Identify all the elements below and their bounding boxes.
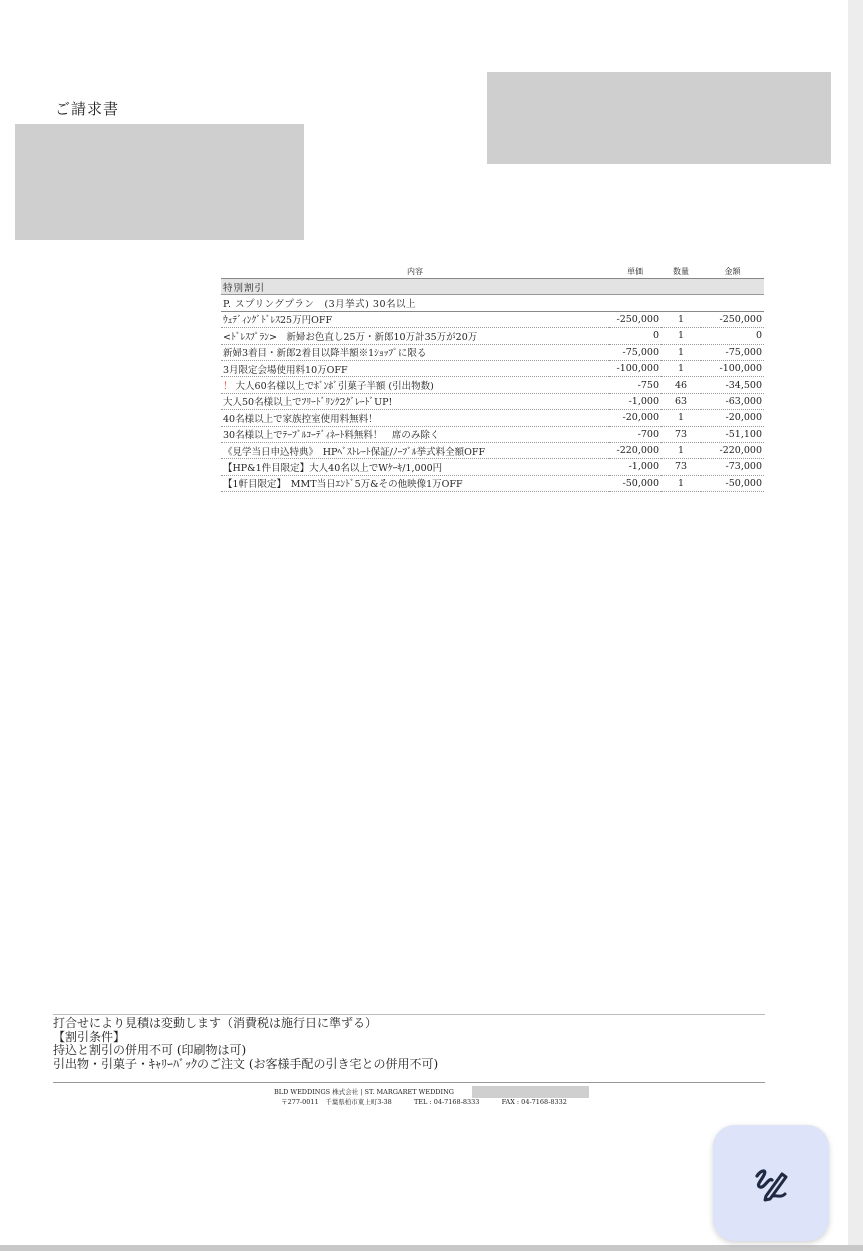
row-amount: -75,000 bbox=[701, 344, 764, 360]
header-quantity: 数量 bbox=[661, 264, 701, 279]
table-row bbox=[221, 459, 764, 475]
bottom-edge-bar bbox=[0, 1245, 863, 1251]
table-row bbox=[221, 393, 764, 409]
row-unit-price: -100,000 bbox=[609, 360, 661, 376]
redacted-addressee-block bbox=[15, 124, 304, 240]
row-unit-price: -1,000 bbox=[609, 393, 661, 409]
table-row bbox=[221, 442, 764, 458]
note-line: 打合せにより見積は変動します（消費税は施行日に準ずる） bbox=[53, 1016, 378, 1030]
table-row bbox=[221, 328, 764, 344]
row-quantity: 1 bbox=[661, 360, 701, 376]
row-quantity: 1 bbox=[661, 344, 701, 360]
row-description: <ﾄﾞﾚｽﾌﾟﾗﾝ> 新婦お色直し25万・新郎10万計35万が20万 bbox=[221, 328, 609, 344]
company-name: BLD WEDDINGS 株式会社 | ST. MARGARET WEDDING bbox=[274, 1088, 454, 1096]
row-description: 大人50名様以上でﾌﾘｰﾄﾞﾘﾝｸ2ｸﾞﾚｰﾄﾞUP! bbox=[221, 393, 609, 409]
header-amount: 金額 bbox=[701, 264, 764, 279]
row-quantity: 1 bbox=[661, 442, 701, 458]
header-content: 内容 bbox=[221, 264, 609, 279]
company-address: 〒277-0011 千葉県柏市東上町3-38 bbox=[281, 1098, 392, 1106]
row-description: 《見学当日申込特典》 HPﾍﾞｽﾄﾚｰﾄ保証/ﾉｰﾌﾞﾙ挙式料全額OFF bbox=[221, 442, 609, 458]
section-row bbox=[221, 279, 764, 295]
terms-notes bbox=[53, 1014, 765, 1071]
row-amount: -63,000 bbox=[701, 393, 764, 409]
row-amount: 0 bbox=[701, 328, 764, 344]
scrollbar[interactable] bbox=[848, 0, 863, 1245]
sign-fab-button[interactable] bbox=[713, 1125, 829, 1241]
row-description: ｳｪﾃﾞｨﾝｸﾞﾄﾞﾚｽ25万円OFF bbox=[221, 311, 609, 327]
section-label: 特別割引 bbox=[221, 279, 764, 295]
row-quantity: 73 bbox=[661, 459, 701, 475]
table-row bbox=[221, 360, 764, 376]
table-row bbox=[221, 410, 764, 426]
row-amount: -50,000 bbox=[701, 475, 764, 491]
document-title: ご請求書 bbox=[55, 100, 120, 118]
row-description: 新婦3着目・新郎2着目以降半額※1ｼｮｯﾌﾟに限る bbox=[221, 344, 609, 360]
row-unit-price: 0 bbox=[609, 328, 661, 344]
plan-label: P. スプリングプラン (3月挙式) 30名以上 bbox=[221, 295, 764, 311]
row-quantity: 1 bbox=[661, 410, 701, 426]
row-description: 【1軒目限定】 MMT当日ｴﾝﾄﾞ5万&その他映像1万OFF bbox=[221, 475, 609, 491]
table-row bbox=[221, 475, 764, 491]
row-amount: -250,000 bbox=[701, 311, 764, 327]
row-unit-price: -220,000 bbox=[609, 442, 661, 458]
row-quantity: 1 bbox=[661, 328, 701, 344]
row-amount: -20,000 bbox=[701, 410, 764, 426]
row-unit-price: -750 bbox=[609, 377, 661, 393]
row-mark: ！ bbox=[223, 381, 233, 393]
table-row bbox=[221, 426, 764, 442]
row-description: 40名様以上で家族控室使用料無料！ bbox=[221, 410, 609, 426]
row-description-text: 大人60名様以上でﾎﾞﾝﾎﾞ引菓子半額 (引出物数) bbox=[235, 381, 434, 393]
plan-row bbox=[221, 295, 764, 311]
company-fax: FAX : 04-7168-8332 bbox=[501, 1098, 567, 1106]
redacted-issuer-block bbox=[487, 72, 831, 164]
row-quantity: 1 bbox=[661, 311, 701, 327]
table-row bbox=[221, 344, 764, 360]
row-amount: -100,000 bbox=[701, 360, 764, 376]
line-items-table bbox=[221, 264, 764, 492]
row-amount: -51,100 bbox=[701, 426, 764, 442]
table-row bbox=[221, 377, 764, 393]
row-description bbox=[221, 377, 609, 393]
row-description: 【HP&1件目限定】大人40名以上でWｹｰｷ/1,000円 bbox=[221, 459, 609, 475]
row-amount: -34,500 bbox=[701, 377, 764, 393]
company-tel: TEL : 04-7168-8333 bbox=[413, 1098, 480, 1106]
row-description: 30名様以上でﾃｰﾌﾞﾙｺｰﾃﾞｨﾈｰﾄ料無料！ 席のみ除く bbox=[221, 426, 609, 442]
row-unit-price: -1,000 bbox=[609, 459, 661, 475]
row-quantity: 73 bbox=[661, 426, 701, 442]
row-amount: -220,000 bbox=[701, 442, 764, 458]
note-line: 持込と割引の併用不可 (印刷物は可) bbox=[53, 1043, 247, 1057]
pen-sign-icon bbox=[751, 1163, 791, 1203]
note-line: 【割引条件】 bbox=[53, 1029, 126, 1044]
row-unit-price: -700 bbox=[609, 426, 661, 442]
row-quantity: 46 bbox=[661, 377, 701, 393]
row-quantity: 63 bbox=[661, 393, 701, 409]
footer-divider bbox=[53, 1082, 765, 1083]
row-unit-price: -75,000 bbox=[609, 344, 661, 360]
header-unit-price: 単価 bbox=[609, 264, 661, 279]
table-header-row bbox=[221, 264, 764, 279]
row-description: 3月限定会場使用料10万OFF bbox=[221, 360, 609, 376]
table-row bbox=[221, 311, 764, 327]
row-unit-price: -250,000 bbox=[609, 311, 661, 327]
row-quantity: 1 bbox=[661, 475, 701, 491]
row-unit-price: -50,000 bbox=[609, 475, 661, 491]
row-amount: -73,000 bbox=[701, 459, 764, 475]
row-unit-price: -20,000 bbox=[609, 410, 661, 426]
company-contact bbox=[0, 1097, 848, 1106]
note-line: 引出物・引菓子・ｷｬﾘｰﾊﾞｯｸのご注文 (お客様手配の引き宅との併用不可) bbox=[53, 1056, 439, 1071]
